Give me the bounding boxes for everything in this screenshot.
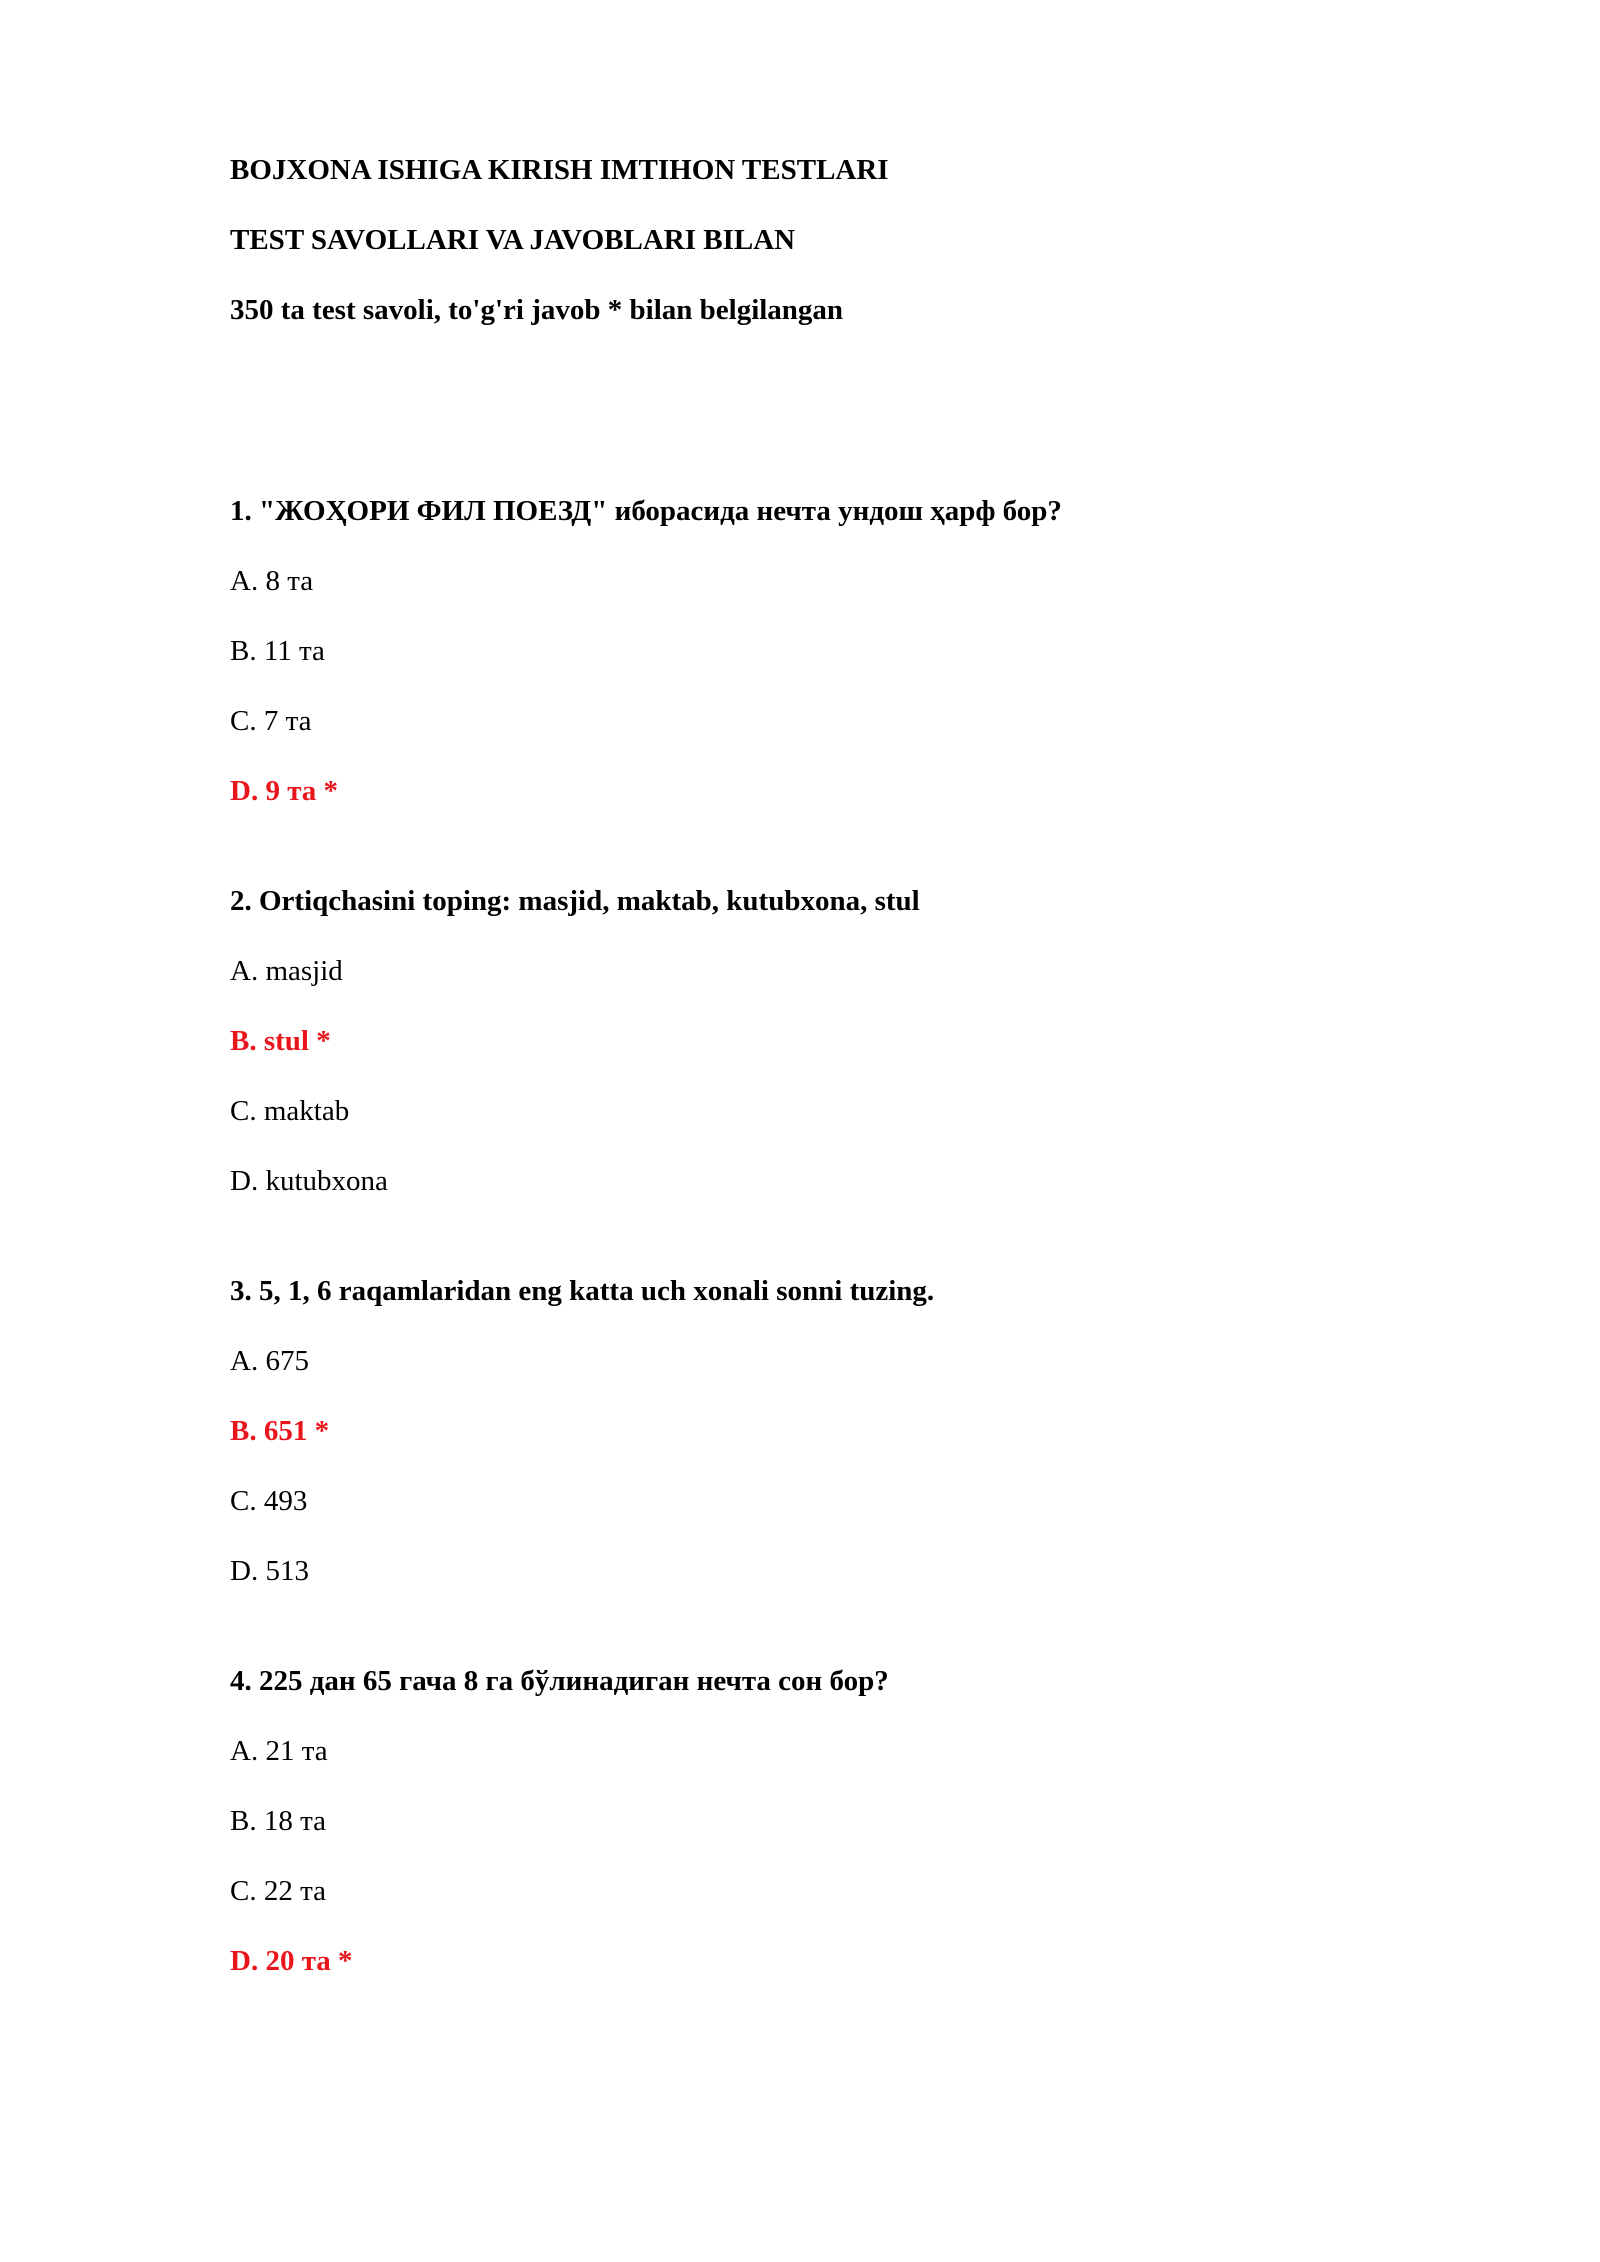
question-block-2 [230, 881, 1430, 1201]
question-text: 4. 225 дан 65 гача 8 га бўлинадиган нечта сон бор? [230, 1665, 889, 1697]
question-text: 1. "ЖОҲОРИ ФИЛ ПОЕЗД" иборасида нечта ундош ҳарф бор? [230, 495, 1062, 527]
correct-answer-option-b: B. 651 * [230, 1415, 330, 1447]
document-note: 350 ta test savoli, to'g'ri javob * bilan belgilangan [230, 294, 844, 326]
answer-option-d: D. kutubxona [230, 1165, 388, 1197]
answer-option-d: D. 513 [230, 1555, 309, 1587]
correct-answer-option-d: D. 9 та * [230, 775, 339, 807]
answer-option-b: B. 11 та [230, 635, 325, 667]
document-title: BOJXONA ISHIGA KIRISH IMTIHON TESTLARI [230, 154, 889, 186]
document-page [230, 150, 1430, 2051]
answer-option-a: A. 8 та [230, 565, 314, 597]
answer-option-a: A. masjid [230, 955, 343, 987]
question-block-1 [230, 491, 1430, 811]
question-block-4 [230, 1661, 1430, 1981]
question-block-3 [230, 1271, 1430, 1591]
answer-option-c: C. maktab [230, 1095, 350, 1127]
document-subtitle: TEST SAVOLLARI VA JAVOBLARI BILAN [230, 224, 796, 256]
answer-option-a: A. 675 [230, 1345, 309, 1377]
answer-option-a: A. 21 та [230, 1735, 328, 1767]
answer-option-c: C. 22 та [230, 1875, 326, 1907]
correct-answer-option-b: B. stul * [230, 1025, 331, 1057]
answer-option-b: B. 18 та [230, 1805, 326, 1837]
question-text: 3. 5, 1, 6 raqamlaridan eng katta uch xonali sonni tuzing. [230, 1275, 935, 1307]
answer-option-c: C. 493 [230, 1485, 308, 1517]
question-text: 2. Ortiqchasini toping: masjid, maktab, kutubxona, stul [230, 885, 920, 917]
answer-option-c: C. 7 та [230, 705, 312, 737]
correct-answer-option-d: D. 20 та * [230, 1945, 353, 1977]
